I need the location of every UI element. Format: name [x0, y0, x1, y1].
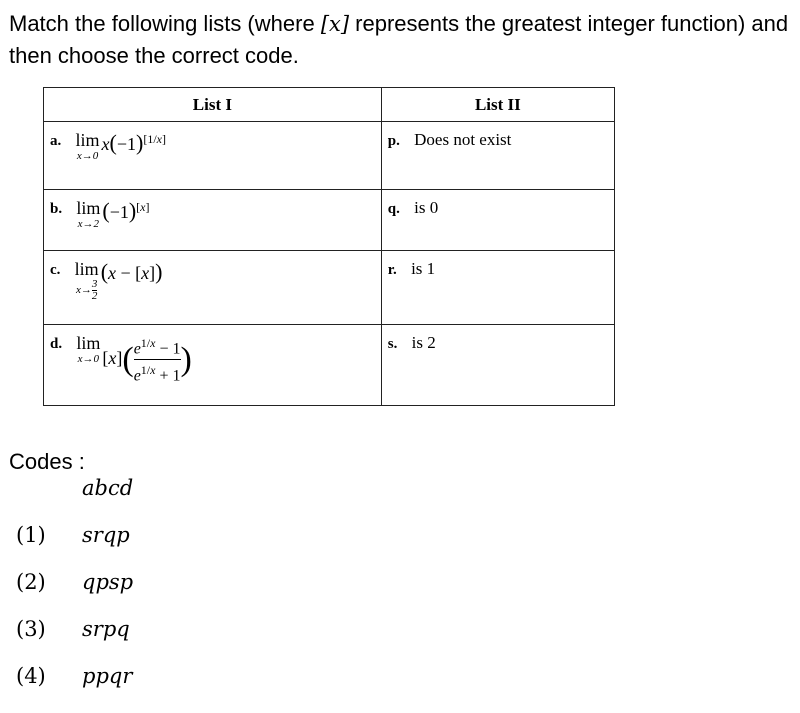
answer-option-1[interactable] [16, 523, 130, 547]
table-row [44, 190, 615, 251]
row-label: q. [387, 201, 400, 217]
row-label: c. [50, 262, 61, 278]
list-2-header: List II [381, 88, 614, 122]
question-text-before: Match the following lists (where [9, 11, 315, 36]
codes-header: abcd [82, 476, 134, 500]
list-1-cell-b [44, 190, 382, 251]
option-text: Does not exist [414, 130, 512, 149]
option-number: (1) [16, 523, 46, 547]
option-code: qpsp [82, 570, 134, 594]
list-2-cell-r [381, 251, 614, 325]
table-header-row [44, 88, 615, 122]
list-2-cell-p [381, 122, 614, 190]
list-1-cell-c [44, 251, 382, 325]
list-2-cell-s [381, 325, 614, 406]
option-code: srqp [82, 523, 130, 547]
limit-expression-a: lim x→0 x(−1)[1/x] [75, 130, 166, 162]
limit-expression-d: lim x→0 [x]( $\frac{e^{1/x} - 1}{e^{1/x} + 1}$ ) [76, 333, 192, 385]
row-label: d. [50, 336, 63, 352]
limit-expression-c: lim x→ $\frac{3}{2}$ (x − [x]) [74, 259, 163, 302]
list-1-header: List I [44, 88, 382, 122]
answer-option-2[interactable] [16, 570, 133, 594]
question-text-after: represents the greatest integer function) and then choose the correct code. [9, 11, 789, 68]
codes-label: Codes : [9, 449, 85, 474]
option-code: srpq [82, 617, 130, 641]
row-label: a. [50, 133, 62, 149]
option-number: (2) [16, 570, 46, 594]
option-number: (4) [16, 664, 46, 688]
matching-table [43, 87, 615, 406]
option-text: is 2 [411, 333, 436, 352]
option-number: (3) [16, 617, 46, 641]
answer-option-3[interactable] [16, 617, 130, 641]
option-code: ppqr [82, 664, 133, 688]
limit-expression-b: lim x→2 (−1)[x] [76, 198, 150, 230]
list-1-cell-d [44, 325, 382, 406]
list-1-cell-a [44, 122, 382, 190]
table-row [44, 325, 615, 406]
row-label: r. [387, 262, 397, 278]
option-text: is 1 [411, 259, 436, 278]
list-2-cell-q [381, 190, 614, 251]
option-text: is 0 [414, 198, 439, 217]
row-label: p. [387, 133, 400, 149]
row-label: b. [50, 201, 63, 217]
answer-option-4[interactable] [16, 664, 132, 688]
greatest-integer-symbol: [x] [320, 12, 350, 36]
question-text [9, 8, 794, 71]
row-label: s. [387, 336, 398, 352]
table-row [44, 122, 615, 190]
table-row [44, 251, 615, 325]
